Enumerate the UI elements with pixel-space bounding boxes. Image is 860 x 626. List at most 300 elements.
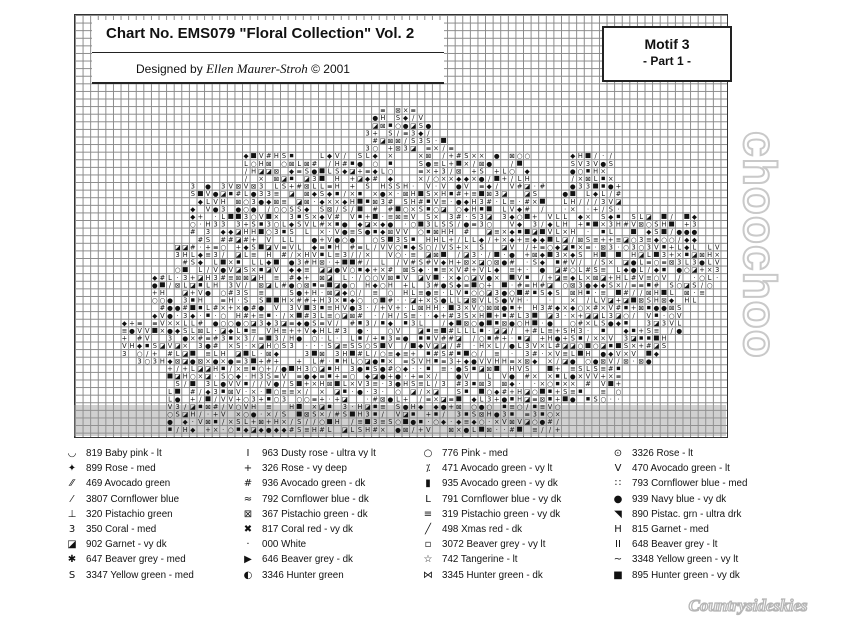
stitch-symbol: + [349, 182, 356, 191]
stitch-symbol: / [222, 251, 225, 259]
stitch-symbol: + [562, 334, 568, 343]
stitch-symbol: ≡ [418, 167, 424, 176]
stitch-symbol: # [349, 319, 356, 328]
stitch-symbol [525, 214, 530, 219]
stitch-symbol: S [661, 342, 667, 351]
stitch-symbol: H [220, 349, 226, 358]
stitch-symbol: / [419, 395, 422, 404]
stitch-symbol [510, 275, 515, 280]
stitch-symbol: V [274, 243, 279, 252]
stitch-symbol [266, 298, 271, 303]
legend-entry [610, 476, 810, 491]
stitch-symbol: + [266, 418, 272, 427]
stitch-symbol: ⊠ [235, 197, 242, 206]
legend-entry [420, 461, 620, 476]
stitch-symbol: ≡ [296, 167, 302, 176]
stitch-symbol: ≡ [440, 197, 447, 206]
stitch-symbol: × [585, 273, 591, 282]
stitch-symbol: ● [250, 190, 257, 199]
stitch-symbol: L [616, 266, 621, 275]
stitch-symbol: ≡ [380, 418, 386, 427]
stitch-symbol: # [623, 220, 629, 229]
stitch-symbol [427, 367, 430, 370]
stitch-symbol: ⊠ [501, 380, 508, 389]
stitch-symbol: L [206, 197, 210, 206]
stitch-symbol: + [212, 410, 219, 419]
stitch-symbol: # [182, 258, 188, 267]
stitch-symbol: ≡ [243, 365, 249, 373]
stitch-symbol: ● [379, 372, 386, 381]
stitch-symbol: ≡ [319, 281, 325, 290]
stitch-symbol: ≡ [121, 327, 128, 335]
stitch-symbol: · [434, 182, 438, 191]
stitch-symbol: / [632, 289, 635, 297]
stitch-symbol: + [387, 372, 394, 381]
stitch-symbol: H [319, 327, 325, 335]
stitch-symbol: ≡ [418, 380, 424, 389]
stitch-symbol: ○ [273, 205, 280, 214]
stitch-symbol: 3 [289, 213, 294, 221]
stitch-symbol: ⊠ [304, 197, 310, 206]
stitch-symbol: · [320, 334, 324, 343]
stitch-symbol: S [183, 327, 188, 335]
stitch-symbol [297, 404, 302, 409]
stitch-symbol: ≡ [212, 243, 219, 252]
stitch-symbol: L [213, 258, 218, 267]
stitch-symbol: · [328, 228, 331, 237]
stitch-symbol: ⊠ [638, 296, 644, 305]
stitch-symbol: H [159, 357, 165, 366]
stitch-symbol: 3 [373, 387, 378, 396]
stitch-symbol: ◆ [691, 235, 697, 244]
stitch-symbol: × [281, 418, 287, 427]
stitch-symbol: L [380, 258, 385, 267]
stitch-symbol: H [403, 289, 409, 297]
stitch-symbol: ⊠ [623, 357, 629, 366]
stitch-symbol: ≡ [319, 243, 325, 252]
stitch-symbol: + [410, 349, 416, 358]
stitch-symbol: ⊠ [539, 395, 546, 404]
stitch-symbol: 3 [578, 327, 583, 335]
stitch-symbol: V [160, 311, 165, 320]
stitch-symbol: ◆ [471, 395, 477, 404]
stitch-symbol: ◆ [532, 235, 538, 244]
stitch-symbol: ◪ [182, 289, 189, 297]
stitch-symbol: ≡ [304, 425, 310, 434]
stitch-symbol: # [190, 243, 196, 252]
stitch-symbol: V [509, 220, 515, 229]
stitch-symbol: · [518, 380, 521, 389]
stitch-symbol: ◪ [303, 175, 310, 183]
stitch-symbol: / [488, 175, 491, 183]
stitch-symbol: ◆ [471, 418, 477, 427]
stitch-symbol: H [517, 296, 523, 305]
stitch-symbol: 3 [441, 167, 446, 176]
stitch-symbol: V [585, 372, 591, 381]
stitch-symbol: × [266, 410, 272, 419]
legend-symbol: 3 [68, 523, 76, 535]
stitch-symbol: ◪ [197, 273, 204, 282]
stitch-symbol [418, 222, 423, 227]
stitch-symbol: × [273, 213, 280, 221]
stitch-symbol: ≡ [235, 357, 242, 366]
stitch-symbol: H [615, 220, 621, 229]
stitch-symbol: H [387, 281, 393, 290]
stitch-symbol: V [509, 296, 515, 305]
stitch-symbol: ◆ [380, 220, 386, 229]
stitch-symbol: L [304, 228, 309, 237]
stitch-symbol: × [463, 159, 470, 168]
stitch-symbol: · [427, 266, 430, 275]
stitch-symbol: ● [425, 159, 432, 168]
stitch-symbol: ◆ [494, 266, 500, 275]
stitch-symbol: 3 [289, 304, 294, 313]
stitch-symbol: / [229, 365, 232, 373]
stitch-symbol: ◆ [296, 266, 302, 275]
stitch-symbol: ● [547, 319, 553, 328]
stitch-symbol: · [328, 258, 331, 267]
stitch-symbol: V [661, 273, 667, 282]
stitch-symbol: ◆ [342, 197, 348, 206]
stitch-symbol [579, 336, 582, 339]
stitch-symbol: V [608, 334, 614, 343]
stitch-symbol: ⊠ [197, 357, 204, 366]
stitch-symbol: · [594, 289, 597, 297]
stitch-symbol: ≡ [334, 251, 340, 259]
stitch-symbol: H [479, 311, 485, 320]
stitch-symbol: # [456, 213, 462, 221]
stitch-symbol: / [206, 266, 210, 275]
stitch-symbol: ● [151, 281, 158, 290]
stitch-symbol: ● [509, 372, 515, 381]
legend-symbol: ◡ [67, 448, 77, 459]
stitch-symbol: V [433, 334, 439, 343]
stitch-symbol: ● [341, 220, 348, 229]
stitch-symbol: ◪ [569, 342, 576, 351]
stitch-symbol: · [328, 395, 331, 404]
stitch-symbol: × [220, 357, 226, 366]
stitch-symbol: ◪ [356, 175, 364, 183]
stitch-symbol: H [251, 228, 257, 237]
stitch-symbol: 3 [661, 319, 667, 328]
stitch-symbol: ● [341, 281, 348, 290]
stitch-symbol: + [296, 327, 302, 335]
stitch-symbol: # [425, 258, 432, 267]
stitch-symbol: ◪ [220, 327, 227, 335]
stitch-symbol: ≡ [410, 251, 416, 259]
stitch-symbol: 3 [578, 281, 583, 290]
stitch-symbol [602, 329, 605, 332]
stitch-symbol: # [539, 281, 546, 290]
stitch-symbol: × [410, 205, 416, 214]
stitch-symbol: L [570, 349, 575, 358]
stitch-symbol [267, 397, 270, 400]
stitch-symbol: ◪ [417, 273, 424, 282]
stitch-symbol: ≡ [646, 235, 652, 244]
stitch-symbol: × [570, 205, 576, 214]
stitch-symbol: × [448, 266, 454, 275]
stitch-symbol: / [594, 258, 597, 267]
stitch-symbol: ⊠ [326, 289, 333, 297]
stitch-symbol: ◪ [432, 342, 440, 351]
stitch-symbol: ⊠ [258, 418, 264, 427]
stitch-symbol: + [554, 387, 561, 396]
stitch-symbol: ≡ [136, 319, 143, 328]
stitch-symbol: ◆ [387, 175, 393, 183]
legend-entry [240, 507, 440, 522]
stitch-symbol: H [251, 372, 257, 381]
stitch-symbol: H [357, 403, 363, 411]
stitch-symbol: · [336, 334, 339, 343]
stitch-symbol [175, 389, 180, 394]
legend-label: 935 Avocado green - vy dk [442, 478, 558, 490]
stitch-symbol: / [609, 152, 612, 161]
stitch-symbol: · [541, 349, 544, 358]
stitch-symbol: · [548, 296, 552, 305]
stitch-symbol: ≡ [319, 372, 325, 381]
stitch-symbol: V [456, 266, 462, 275]
stitch-symbol: + [304, 273, 310, 282]
stitch-symbol: ◪ [554, 266, 561, 275]
stitch-symbol: + [190, 395, 196, 404]
stitch-symbol: ⊠ [304, 281, 310, 290]
stitch-symbol: / [609, 190, 612, 199]
stitch-symbol: L [464, 235, 469, 244]
stitch-symbol: ◪ [410, 121, 417, 130]
stitch-symbol: ◪ [379, 137, 386, 145]
stitch-symbol: ◆ [691, 213, 697, 221]
stitch-symbol: / [214, 395, 217, 404]
stitch-symbol: ≡ [524, 281, 530, 290]
stitch-symbol: ◆ [539, 235, 545, 244]
stitch-symbol [494, 252, 499, 257]
stitch-symbol: # [182, 304, 188, 313]
stitch-symbol: H [410, 403, 416, 411]
stitch-symbol: · [434, 137, 438, 145]
stitch-symbol: × [433, 395, 439, 404]
stitch-symbol: ≡ [152, 319, 158, 328]
stitch-symbol: ◪ [615, 311, 622, 320]
stitch-symbol: L [540, 327, 545, 335]
legend-entry [240, 476, 440, 491]
stitch-symbol: ○ [220, 319, 227, 328]
stitch-symbol: # [585, 380, 591, 389]
stitch-symbol: ◆ [570, 251, 576, 259]
legend-label: 367 Pistachio green - dk [262, 508, 368, 520]
stitch-symbol: / [632, 311, 635, 320]
stitch-symbol: + [630, 304, 637, 313]
stitch-symbol: ● [645, 357, 652, 366]
stitch-symbol: V [403, 273, 408, 282]
stitch-symbol: + [456, 258, 462, 267]
stitch-symbol: × [600, 304, 606, 313]
stitch-symbol: ○ [189, 220, 196, 229]
stitch-symbol: H [577, 289, 583, 297]
stitch-symbol: S [388, 418, 393, 427]
stitch-symbol: / [374, 243, 377, 252]
stitch-symbol: S [350, 342, 355, 351]
stitch-symbol: ◆ [532, 357, 538, 366]
stitch-symbol: 3 [487, 380, 492, 389]
stitch-symbol: ≡ [562, 273, 568, 282]
stitch-symbol: / [366, 334, 369, 343]
stitch-symbol: × [250, 266, 257, 275]
stitch-symbol [412, 238, 415, 241]
stitch-symbol: + [334, 258, 340, 267]
stitch-symbol: V [395, 228, 401, 237]
stitch-symbol [441, 252, 446, 257]
stitch-symbol: × [600, 220, 606, 229]
stitch-symbol: ◆ [448, 319, 454, 328]
stitch-symbol: # [524, 289, 530, 297]
stitch-symbol: / [252, 334, 255, 343]
legend-label: 350 Coral - med [86, 523, 157, 535]
stitch-symbol: 3 [449, 357, 454, 366]
stitch-symbol [198, 191, 203, 196]
stitch-symbol: + [349, 175, 356, 183]
stitch-symbol: + [501, 175, 508, 183]
stitch-symbol: ◆ [266, 319, 272, 328]
stitch-symbol: · [191, 418, 194, 427]
stitch-symbol [328, 245, 331, 248]
stitch-symbol: H [593, 251, 599, 259]
stitch-symbol: ◪ [265, 266, 272, 275]
stitch-symbol: # [418, 197, 424, 206]
stitch-symbol: ◆ [182, 418, 188, 427]
stitch-symbol: ● [440, 403, 447, 411]
stitch-symbol [342, 260, 347, 265]
stitch-symbol: V [236, 380, 241, 389]
stitch-symbol: S [418, 258, 423, 267]
stitch-symbol [320, 168, 325, 173]
stitch-symbol: V [327, 319, 332, 328]
stitch-symbol: ≡ [471, 190, 477, 199]
stitch-symbol: H [365, 281, 371, 290]
stitch-symbol: L [327, 251, 332, 259]
stitch-symbol: V [600, 380, 606, 389]
stitch-symbol: 3 [525, 311, 530, 320]
stitch-symbol [328, 374, 331, 377]
stitch-symbol: / [374, 319, 377, 328]
legend-entry [420, 552, 620, 567]
stitch-symbol: + [577, 220, 584, 229]
stitch-symbol [229, 336, 232, 339]
stitch-symbol: · [533, 182, 536, 191]
stitch-symbol: / [434, 372, 438, 381]
stitch-symbol: ◆ [327, 190, 333, 199]
stitch-symbol: / [404, 137, 407, 145]
stitch-symbol: H [349, 197, 355, 206]
stitch-symbol: ◪ [615, 197, 622, 206]
stitch-symbol: × [372, 220, 378, 229]
stitch-symbol: × [326, 197, 333, 206]
stitch-symbol: H [562, 220, 568, 229]
stitch-symbol: / [282, 334, 286, 343]
stitch-symbol: ≡ [615, 372, 622, 381]
stitch-symbol: ≡ [570, 365, 576, 373]
stitch-symbol: ○ [334, 311, 341, 320]
legend-symbol: # [243, 478, 253, 490]
stitch-symbol: / [442, 144, 445, 153]
stitch-symbol [441, 328, 446, 333]
stitch-symbol: L [593, 319, 598, 328]
legend-symbol: + [243, 463, 253, 475]
legend-label: 776 Pink - med [442, 448, 508, 459]
stitch-symbol: ◆ [646, 228, 652, 237]
stitch-symbol: · [351, 403, 354, 411]
stitch-symbol: + [121, 334, 128, 343]
stitch-symbol: ≡ [532, 395, 538, 404]
stitch-symbol: × [608, 175, 614, 183]
stitch-symbol: # [136, 334, 143, 343]
stitch-symbol: V [304, 220, 310, 229]
stitch-symbol: ◆ [600, 281, 606, 290]
stitch-symbol: S [251, 220, 256, 229]
stitch-symbol [358, 206, 363, 211]
stitch-symbol: S [190, 190, 195, 199]
stitch-symbol: × [159, 327, 166, 335]
stitch-symbol: ◆ [653, 349, 659, 358]
stitch-symbol: H [334, 243, 340, 252]
stitch-symbol: ⊠ [266, 159, 272, 168]
footer-watermark [648, 592, 848, 618]
motif-part: - Part 1 - [642, 54, 691, 68]
stitch-symbol: + [418, 296, 424, 305]
stitch-symbol: + [448, 235, 454, 244]
stitch-symbol [146, 344, 149, 347]
stitch-symbol: ● [539, 266, 546, 275]
stitch-symbol: × [570, 311, 576, 320]
stitch-symbol: ⊠ [494, 258, 500, 267]
stitch-symbol: 3 [646, 243, 651, 252]
stitch-symbol: ● [569, 395, 576, 404]
stitch-symbol [487, 206, 492, 211]
stitch-symbol: S [342, 205, 347, 214]
stitch-symbol: × [319, 410, 325, 419]
stitch-symbol: ⊠ [273, 197, 280, 206]
stitch-symbol: V [205, 190, 211, 199]
stitch-symbol: ◪ [235, 251, 242, 259]
stitch-symbol: · [617, 395, 620, 404]
stitch-symbol: ◪ [372, 372, 379, 381]
stitch-symbol: S [403, 311, 408, 320]
stitch-symbol: ◪ [235, 266, 242, 275]
stitch-symbol: × [402, 106, 409, 115]
stitch-symbol: V [236, 281, 241, 290]
stitch-symbol: × [600, 334, 606, 343]
stitch-symbol: # [319, 425, 325, 434]
stitch-symbol: H [220, 197, 226, 206]
stitch-symbol: ◆ [509, 213, 515, 221]
stitch-symbol [578, 351, 583, 356]
stitch-symbol [343, 390, 346, 393]
stitch-symbol: S [418, 243, 423, 252]
stitch-symbol: ≡ [547, 327, 553, 335]
stitch-symbol: V [509, 243, 515, 252]
stitch-symbol: ◆ [608, 213, 614, 221]
stitch-symbol: ◆ [175, 327, 181, 335]
stitch-symbol: ◆ [296, 273, 302, 282]
stitch-symbol: ◪ [349, 167, 356, 176]
stitch-symbol: × [570, 296, 576, 305]
stitch-symbol: × [433, 213, 439, 221]
stitch-symbol: ◆ [403, 365, 409, 373]
stitch-symbol: ◆ [418, 266, 424, 275]
stitch-symbol: · [366, 395, 369, 404]
stitch-symbol [244, 351, 249, 356]
stitch-symbol: V [479, 296, 484, 305]
stitch-symbol: ◆ [357, 220, 363, 229]
